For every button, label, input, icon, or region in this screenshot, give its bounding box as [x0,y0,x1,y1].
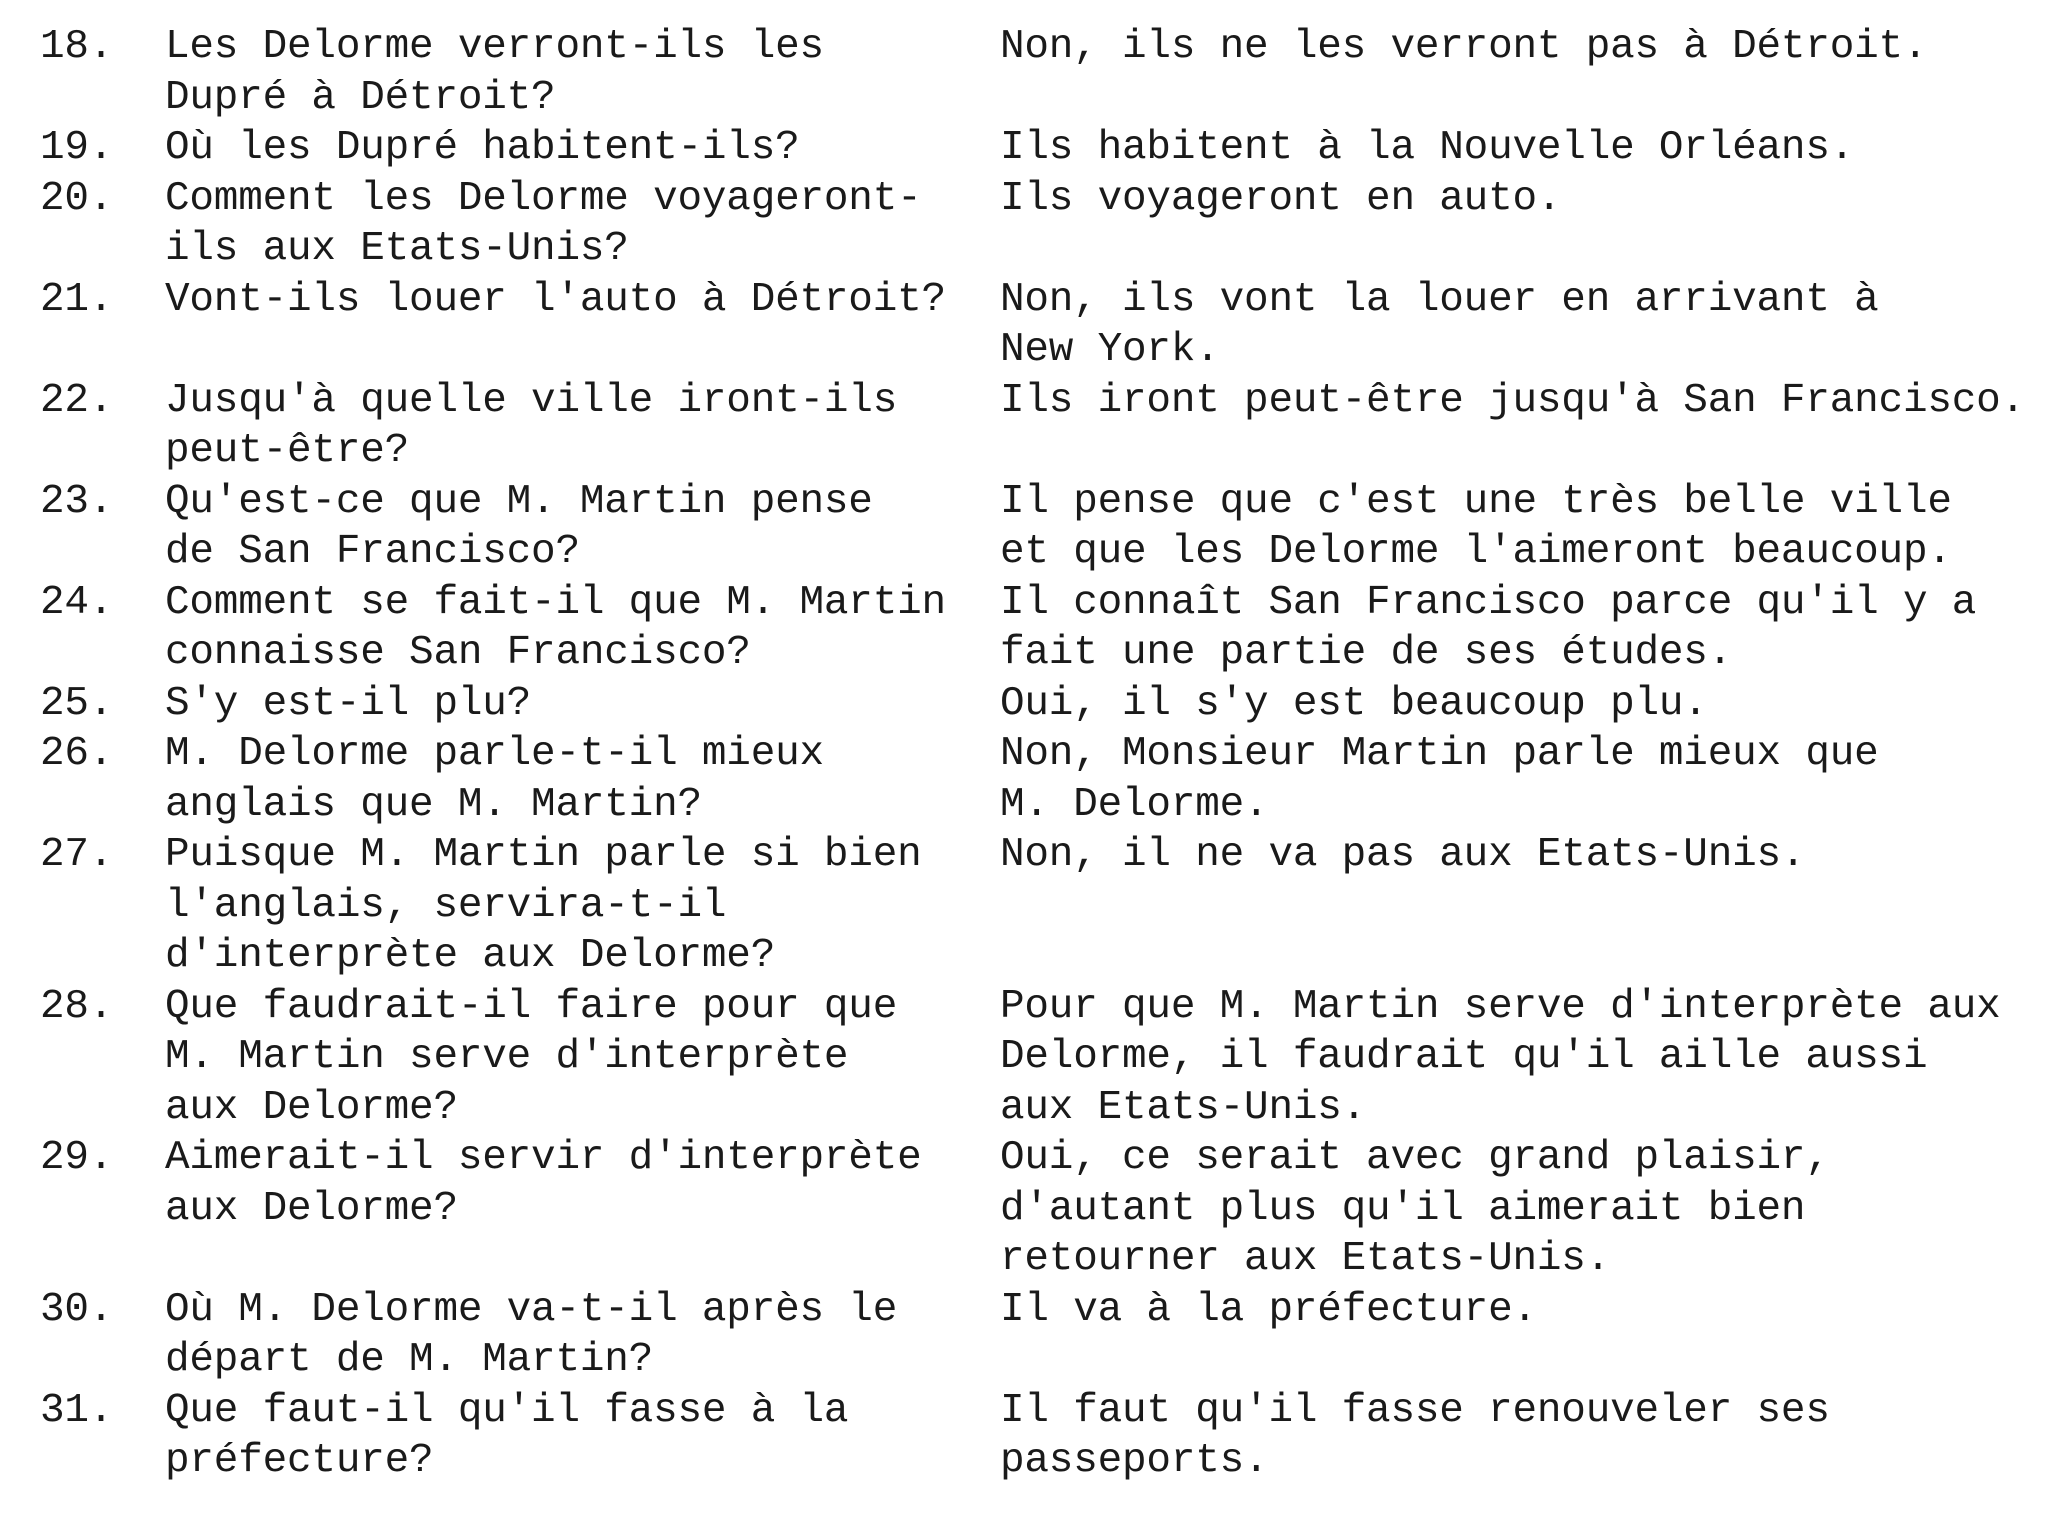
question-line: Comment les Delorme voyageront- [165,175,922,222]
question-line: aux Delorme? [165,1185,458,1232]
answer-text [1000,1386,2066,1487]
question-line: connaisse San Francisco? [165,630,751,676]
answer-text [1000,376,2066,427]
qa-row [0,1133,2066,1285]
question-line: Les Delorme verront-ils les [165,24,824,70]
item-number: 25. [40,680,114,727]
question-line: ils aux Etats-Unis? [165,226,629,272]
question-line: préfecture? [165,1438,434,1484]
answer-line: Pour que M. Martin serve d'interprète aux [1000,983,2001,1030]
answer-text [1000,1133,2066,1285]
question-line: S'y est-il plu? [165,680,532,727]
question-text [160,679,1000,730]
question-text [160,1285,1000,1386]
qa-row [0,22,2066,123]
answer-line: New York. [1000,327,1220,373]
answer-line: fait une partie de ses études. [1000,630,1733,676]
qa-row [0,830,2066,982]
answer-text [1000,123,2066,174]
question-line: Que faut-il qu'il fasse à la [165,1387,849,1434]
answer-line: Delorme, il faudrait qu'il aille aussi [1000,1034,1928,1080]
item-number: 20. [40,175,114,222]
qa-row [0,477,2066,578]
question-line: d'interprète aux Delorme? [165,933,776,979]
answer-line: Oui, il s'y est beaucoup plu. [1000,680,1708,727]
answer-text [1000,477,2066,578]
qa-row [0,174,2066,275]
question-line: Où M. Delorme va-t-il après le [165,1286,898,1333]
question-line: Vont-ils louer l'auto à Détroit? [165,276,946,323]
item-number: 21. [40,276,114,323]
item-number: 30. [40,1286,114,1333]
answer-line: Il va à la préfecture. [1000,1286,1537,1333]
answer-line: Il pense que c'est une très belle ville [1000,478,1952,525]
question-line: de San Francisco? [165,529,580,575]
qa-row [0,1386,2066,1487]
answer-line: Il faut qu'il fasse renouveler ses [1000,1387,1830,1434]
answer-text [1000,22,2066,73]
answer-line: Il connaît San Francisco parce qu'il y a [1000,579,1977,626]
answer-line: Ils voyageront en auto. [1000,175,1562,222]
question-text [160,830,1000,982]
answer-line: Non, Monsieur Martin parle mieux que [1000,731,1879,777]
qa-row [0,982,2066,1134]
question-text [160,22,1000,123]
item-number: 22. [40,377,114,424]
answer-text [1000,275,2066,376]
question-text [160,275,1000,326]
answer-line: retourner aux Etats-Unis. [1000,1236,1611,1282]
question-line: aux Delorme? [165,1084,458,1131]
item-number: 28. [40,983,114,1030]
question-text [160,729,1000,830]
question-line: départ de M. Martin? [165,1337,654,1383]
question-text [160,1133,1000,1234]
answer-line: Non, ils ne les verront pas à Détroit. [1000,24,1928,70]
answer-line: Ils iront peut-être jusqu'à San Francisco. [1000,377,2025,424]
answer-text [1000,729,2066,830]
answer-line: Oui, ce serait avec grand plaisir, [1000,1135,1830,1181]
question-line: Comment se fait-il que M. Martin [165,579,946,626]
answer-line: Non, il ne va pas aux Etats-Unis. [1000,832,1806,878]
item-number: 27. [40,832,114,878]
question-line: l'anglais, servira-t-il [165,882,727,929]
item-number: 31. [40,1387,114,1434]
answer-line: M. Delorme. [1000,781,1269,828]
question-line: M. Martin serve d'interprète [165,1034,849,1080]
item-number: 29. [40,1135,114,1181]
question-line: peut-être? [165,428,410,474]
question-text [160,477,1000,578]
question-line: anglais que M. Martin? [165,781,702,828]
question-text [160,123,1000,174]
question-text [160,1386,1000,1487]
item-number: 18. [40,24,114,70]
question-text [160,578,1000,679]
question-line: Jusqu'à quelle ville iront-ils [165,377,898,424]
answer-line: passeports. [1000,1438,1269,1484]
qa-row [0,275,2066,376]
question-text [160,982,1000,1134]
answer-line: Non, ils vont la louer en arrivant à [1000,276,1879,323]
answer-line: d'autant plus qu'il aimerait bien [1000,1185,1806,1232]
item-number: 24. [40,579,114,626]
qa-row [0,1285,2066,1386]
question-line: Qu'est-ce que M. Martin pense [165,478,873,525]
answer-text [1000,578,2066,679]
question-line: Que faudrait-il faire pour que [165,983,898,1030]
item-number: 26. [40,731,114,777]
question-line: Aimerait-il servir d'interprète [165,1135,922,1181]
answer-text [1000,1285,2066,1336]
question-line: Dupré à Détroit? [165,74,556,121]
item-number: 23. [40,478,114,525]
answer-text [1000,679,2066,730]
question-text [160,174,1000,275]
answer-text [1000,174,2066,225]
qa-row [0,376,2066,477]
qa-row [0,578,2066,679]
question-line: Où les Dupré habitent-ils? [165,125,800,171]
item-number: 19. [40,125,114,171]
answer-line: Ils habitent à la Nouvelle Orléans. [1000,125,1855,171]
question-line: Puisque M. Martin parle si bien [165,832,922,878]
answer-line: et que les Delorme l'aimeront beaucoup. [1000,529,1952,575]
answer-line: aux Etats-Unis. [1000,1084,1367,1131]
qa-row [0,679,2066,730]
answer-text [1000,830,2066,881]
qa-row [0,729,2066,830]
question-text [160,376,1000,477]
question-answer-list [0,22,2066,1487]
question-line: M. Delorme parle-t-il mieux [165,731,824,777]
answer-text [1000,982,2066,1134]
qa-row [0,123,2066,174]
